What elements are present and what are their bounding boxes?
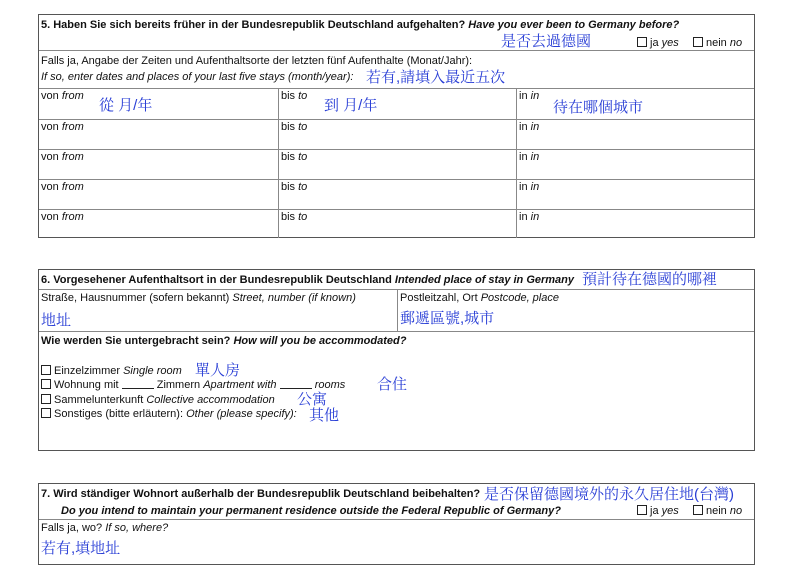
s6-title-row [39, 270, 754, 290]
from-en: from [61, 90, 84, 102]
street-zh: 地址 [41, 312, 72, 329]
post-zh: 郵遞區號,城市 [400, 310, 495, 327]
in-cell[interactable] [516, 210, 754, 238]
from-en: from [61, 181, 84, 193]
to-de: bis [281, 151, 296, 163]
post-label [400, 292, 559, 305]
s5-question-row [39, 15, 754, 51]
to-de: bis [281, 211, 296, 223]
street-de: Straße, Hausnummer (sofern bekannt) [41, 292, 230, 304]
stay-row-1[interactable] [39, 89, 754, 120]
street-en: Street, number (if known) [232, 292, 356, 304]
acc-q-en: How will you be accommodated? [233, 335, 407, 347]
option-apartment[interactable] [41, 378, 345, 392]
to-en: to [298, 181, 308, 193]
s6-address-row[interactable] [39, 290, 754, 332]
yes-de: ja [650, 505, 659, 517]
from-cell[interactable] [39, 150, 278, 179]
s5-sub-de: Falls ja, Angabe der Zeiten und Aufenthaltsorte der letzten fünf Aufenthalte (Monat/Jahr): [41, 55, 473, 67]
stay-row-4[interactable] [39, 180, 754, 210]
in-de: in [519, 121, 528, 133]
to-en: to [298, 90, 308, 102]
stay-row-3[interactable] [39, 150, 754, 180]
from-en: from [61, 121, 84, 133]
checkbox-collective[interactable] [41, 394, 51, 404]
checkbox-yes[interactable] [637, 505, 647, 515]
section-6 [38, 269, 755, 451]
from-en: from [61, 211, 84, 223]
in-en: in [530, 181, 540, 193]
to-en: to [298, 121, 308, 133]
to-cell[interactable] [278, 210, 516, 238]
from-de: von [41, 181, 59, 193]
yes-en: yes [661, 37, 679, 49]
rooms-count-input-en[interactable] [280, 379, 312, 389]
single-zh: 單人房 [195, 362, 241, 379]
coll-zh: 公寓 [297, 391, 328, 408]
in-de: in [519, 151, 528, 163]
from-cell[interactable] [39, 180, 278, 209]
acc-question [41, 335, 406, 348]
from-zh: 從 月/年 [99, 97, 153, 114]
to-cell[interactable] [278, 150, 516, 179]
in-cell[interactable] [516, 180, 754, 209]
in-en: in [530, 121, 540, 133]
s7-where-field[interactable] [39, 520, 754, 564]
street-label [41, 292, 356, 305]
post-en: Postcode, place [480, 292, 559, 304]
other-en: Other (please specify): [186, 408, 297, 420]
where-label [41, 522, 168, 535]
to-de: bis [281, 90, 296, 102]
s6-title-en: Intended place of stay in Germany [394, 274, 575, 286]
s5-title-de: 5. Haben Sie sich bereits früher in der Bundesrepublik Deutschland aufgehalten? [41, 19, 466, 31]
to-cell[interactable] [278, 89, 516, 119]
from-de: von [41, 121, 59, 133]
where-en: If so, where? [105, 522, 169, 534]
other-de: Sonstiges (bitte erläutern): [54, 408, 184, 420]
from-cell[interactable] [39, 210, 278, 238]
flat-zh: 合住 [377, 376, 408, 393]
in-de: in [519, 181, 528, 193]
s5-title-en: Have you ever been to Germany before? [468, 19, 680, 31]
in-de: in [519, 211, 528, 223]
from-de: von [41, 211, 59, 223]
coll-en: Collective accommodation [146, 394, 275, 406]
yes-de: ja [650, 37, 659, 49]
to-de: bis [281, 121, 296, 133]
coll-de: Sammelunterkunft [54, 394, 144, 406]
to-en: to [298, 151, 308, 163]
from-en: from [61, 151, 84, 163]
s7-no-option[interactable] [693, 505, 742, 518]
in-de: in [519, 90, 528, 102]
from-de: von [41, 151, 59, 163]
in-en: in [530, 211, 540, 223]
s7-title-zh: 是否保留德國境外的永久居住地(台灣) [484, 486, 734, 503]
checkbox-yes[interactable] [637, 37, 647, 47]
street-field[interactable] [39, 290, 397, 331]
to-cell[interactable] [278, 120, 516, 149]
s7-title-en: Do you intend to maintain your permanent residence outside the Federal Republic of Germany? [61, 505, 561, 517]
stay-row-2[interactable] [39, 120, 754, 150]
s5-sub-zh: 若有,請填入最近五次 [366, 69, 506, 86]
option-collective[interactable] [41, 393, 275, 407]
checkbox-other[interactable] [41, 408, 51, 418]
section-7 [38, 483, 755, 565]
in-en: in [530, 90, 540, 102]
s5-note-zh: 是否去過德國 [501, 33, 592, 50]
in-zh: 待在哪個城市 [553, 99, 644, 116]
post-de: Postleitzahl, Ort [400, 292, 478, 304]
flat-en2: rooms [314, 379, 346, 391]
checkbox-apartment[interactable] [41, 379, 51, 389]
checkbox-no[interactable] [693, 37, 703, 47]
no-en: no [729, 505, 743, 517]
flat-en1: Apartment with [203, 379, 277, 391]
s7-title-de: 7. Wird ständiger Wohnort außerhalb der Bundesrepublik Deutschland beibehalten? [41, 488, 481, 500]
in-cell[interactable] [516, 150, 754, 179]
in-en: in [530, 151, 540, 163]
single-de: Einzelzimmer [54, 365, 121, 377]
checkbox-no[interactable] [693, 505, 703, 515]
single-en: Single room [123, 365, 182, 377]
s5-question [41, 19, 679, 32]
s5-yes-option[interactable] [637, 37, 679, 50]
option-other[interactable] [41, 407, 297, 421]
from-cell[interactable] [39, 89, 278, 119]
from-cell[interactable] [39, 120, 278, 149]
s5-no-option[interactable] [693, 37, 742, 50]
s6-title-zh: 預計待在德國的哪裡 [582, 271, 718, 288]
where-de: Falls ja, wo? [41, 522, 103, 534]
acc-q-de: Wie werden Sie untergebracht sein? [41, 335, 231, 347]
from-de: von [41, 90, 59, 102]
s5-sub-row [39, 51, 754, 89]
rooms-count-input[interactable] [122, 379, 154, 389]
to-zh: 到 月/年 [324, 97, 378, 114]
s6-accommodation-block [39, 332, 754, 450]
s7-yes-option[interactable] [637, 505, 679, 518]
section-5 [38, 14, 755, 238]
s7-title-row [39, 484, 754, 520]
option-single-room[interactable] [41, 364, 182, 378]
other-zh: 其他 [309, 407, 340, 424]
stay-row-5[interactable] [39, 210, 754, 238]
flat-de1: Wohnung mit [54, 379, 119, 391]
to-de: bis [281, 181, 296, 193]
to-cell[interactable] [278, 180, 516, 209]
no-en: no [729, 37, 743, 49]
s6-title [41, 274, 574, 287]
s5-sub-en: If so, enter dates and places of your last five stays (month/year): [41, 71, 354, 83]
yes-en: yes [661, 505, 679, 517]
flat-de2: Zimmern [156, 379, 201, 391]
postcode-field[interactable] [397, 290, 754, 331]
checkbox-single-room[interactable] [41, 365, 51, 375]
to-en: to [298, 211, 308, 223]
no-de: nein [706, 37, 727, 49]
s6-title-de: 6. Vorgesehener Aufenthaltsort in der Bundesrepublik Deutschland [41, 274, 392, 286]
where-zh: 若有,填地址 [41, 540, 121, 557]
no-de: nein [706, 505, 727, 517]
in-cell[interactable] [516, 120, 754, 149]
